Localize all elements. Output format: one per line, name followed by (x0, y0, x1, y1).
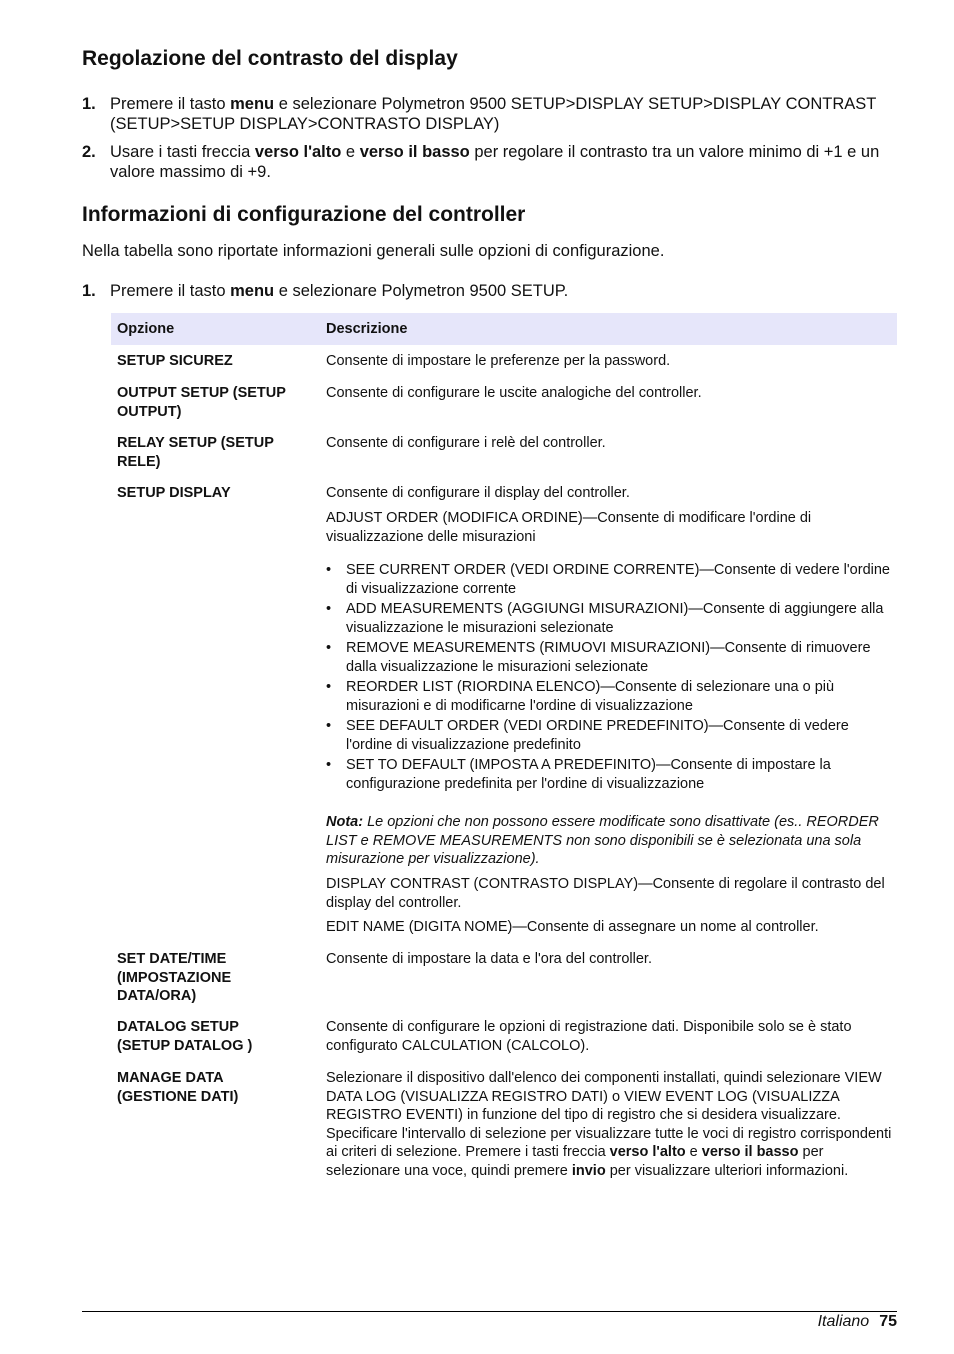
description-relay: Consente di configurare i relè del controller. (326, 435, 606, 451)
text-run: Premere il tasto (110, 282, 231, 300)
text-run: Usare i tasti freccia (110, 143, 255, 161)
step-text (110, 281, 897, 301)
text-run: e (341, 143, 360, 161)
page-number: 75 (879, 1313, 897, 1330)
section-title-config: Informazioni di configurazione del controller (82, 203, 526, 226)
option-display: SETUP DISPLAY (117, 485, 231, 501)
adjust-order-list (326, 561, 892, 795)
list-item: • SEE DEFAULT ORDER (VEDI ORDINE PREDEFINITO)—Consente di vedere l'ordine di visualizzazione predefinito (326, 717, 892, 754)
description-output: Consente di configurare le uscite analogiche del controller. (326, 385, 702, 401)
description-security: Consente di impostare le preferenze per la password. (326, 353, 671, 369)
step-number: 2. (82, 143, 96, 161)
note-label: Nota: (326, 814, 364, 830)
step-text (110, 142, 897, 182)
step-number: 1. (82, 95, 96, 113)
text-run: per regolare il contrasto tra un valore minimo di +1 e un valore massimo di +9. (110, 143, 880, 181)
description-date-time: Consente di impostare la data e l'ora del controller. (326, 951, 652, 967)
header-option: Opzione (117, 321, 175, 337)
key-name: menu (230, 282, 275, 300)
text-run: e selezionare Polymetron 9500 SETUP. (274, 282, 569, 300)
page-footer (818, 1313, 897, 1331)
note (326, 813, 892, 869)
option-security: SETUP SICUREZ (117, 353, 233, 369)
step-2-contrast (82, 142, 897, 182)
step-1-config (82, 281, 897, 301)
text-run: per visualizzare ulteriori informazioni. (605, 1162, 849, 1179)
text-run: per selezionare una voce, quindi premere (326, 1144, 824, 1179)
step-text (110, 94, 897, 134)
adjust-order-text: ADJUST ORDER (MODIFICA ORDINE)—Consente di modificare l'ordine di visualizzazione delle misurazioni (326, 510, 812, 545)
list-item: • REMOVE MEASUREMENTS (RIMUOVI MISURAZIONI)—Consente di rimuovere dalla visualizzazione le misurazioni selezionate (326, 639, 892, 676)
footer-divider (82, 1311, 897, 1312)
description-display: Consente di configurare il display del controller. (326, 485, 630, 501)
footer-language: Italiano (817, 1313, 870, 1330)
header-description: Descrizione (326, 321, 408, 337)
description-datalog: Consente di configurare le opzioni di registrazione dati. Disponibile solo se è stato configurato CALCULATION (CALCOLO). (326, 1019, 852, 1054)
option-manage-data: MANAGE DATA (GESTIONE DATI) (117, 1070, 239, 1105)
table-header (111, 313, 897, 345)
list-item: • SEE CURRENT ORDER (VEDI ORDINE CORRENTE)—Consente di vedere l'ordine di visualizzazione corrente (326, 561, 892, 598)
key-name: menu (230, 95, 275, 113)
intro-paragraph: Nella tabella sono riportate informazioni generali sulle opzioni di configurazione. (82, 242, 665, 260)
edit-name-text: EDIT NAME (DIGITA NOME)—Consente di assegnare un nome al controller. (326, 919, 819, 935)
option-output: OUTPUT SETUP (SETUP OUTPUT) (117, 385, 286, 420)
list-item: • ADD MEASUREMENTS (AGGIUNGI MISURAZIONI)—Consente di aggiungere alla visualizzazione le misurazioni selezionate (326, 600, 892, 637)
key-name: verso l'alto (254, 143, 342, 161)
key-name: verso il basso (701, 1144, 799, 1160)
list-item: • REORDER LIST (RIORDINA ELENCO)—Consente di selezionare una o più misurazioni e di modificarne l'ordine di visualizzazione (326, 678, 892, 715)
key-name: verso l'alto (609, 1144, 686, 1160)
step-1-contrast (82, 94, 897, 134)
key-name: invio (571, 1162, 606, 1179)
option-datalog: DATALOG SETUP (SETUP DATALOG ) (117, 1019, 253, 1054)
note-text: Le opzioni che non possono essere modificate sono disattivate (es.. REORDER LIST e REMOVE MEASUREMENTS non sono disponibili se è selezionata una sola misurazione per visualizzazione). (326, 814, 879, 867)
description-manage-data (326, 1069, 892, 1180)
text-run: Premere il tasto (110, 95, 231, 113)
text-run: Selezionare il dispositivo dall'elenco dei componenti installati, quindi selezionare VIEW DATA LOG (VISUALIZZA REGISTRO DATI) o VIEW EVENT LOG (VISUALIZZA REGISTRO EVENTI) in funzione del tipo di registro che si desidera visualizzare. Specificare l'intervallo di selezione per visualizzare tutte le voci di registro corrispondenti ai criteri di selezione. Premere i tasti freccia (326, 1070, 892, 1160)
text-run: e (685, 1144, 702, 1160)
display-contrast-text: DISPLAY CONTRAST (CONTRASTO DISPLAY)—Consente di regolare il contrasto del display del controller. (326, 876, 885, 911)
text-run: e selezionare Polymetron 9500 SETUP>DISPLAY SETUP>DISPLAY CONTRAST (SETUP>SETUP DISPLAY>CONTRASTO DISPLAY) (110, 95, 877, 133)
option-date-time: SET DATE/TIME (IMPOSTAZIONE DATA/ORA) (117, 951, 232, 1004)
option-relay: RELAY SETUP (SETUP RELE) (117, 435, 274, 470)
list-item: • SET TO DEFAULT (IMPOSTA A PREDEFINITO)—Consente di impostare la configurazione predefinita per l'ordine di visualizzazione (326, 756, 892, 793)
step-number: 1. (82, 282, 96, 300)
key-name: verso il basso (359, 143, 470, 161)
section-title-contrast: Regolazione del contrasto del display (82, 47, 458, 70)
